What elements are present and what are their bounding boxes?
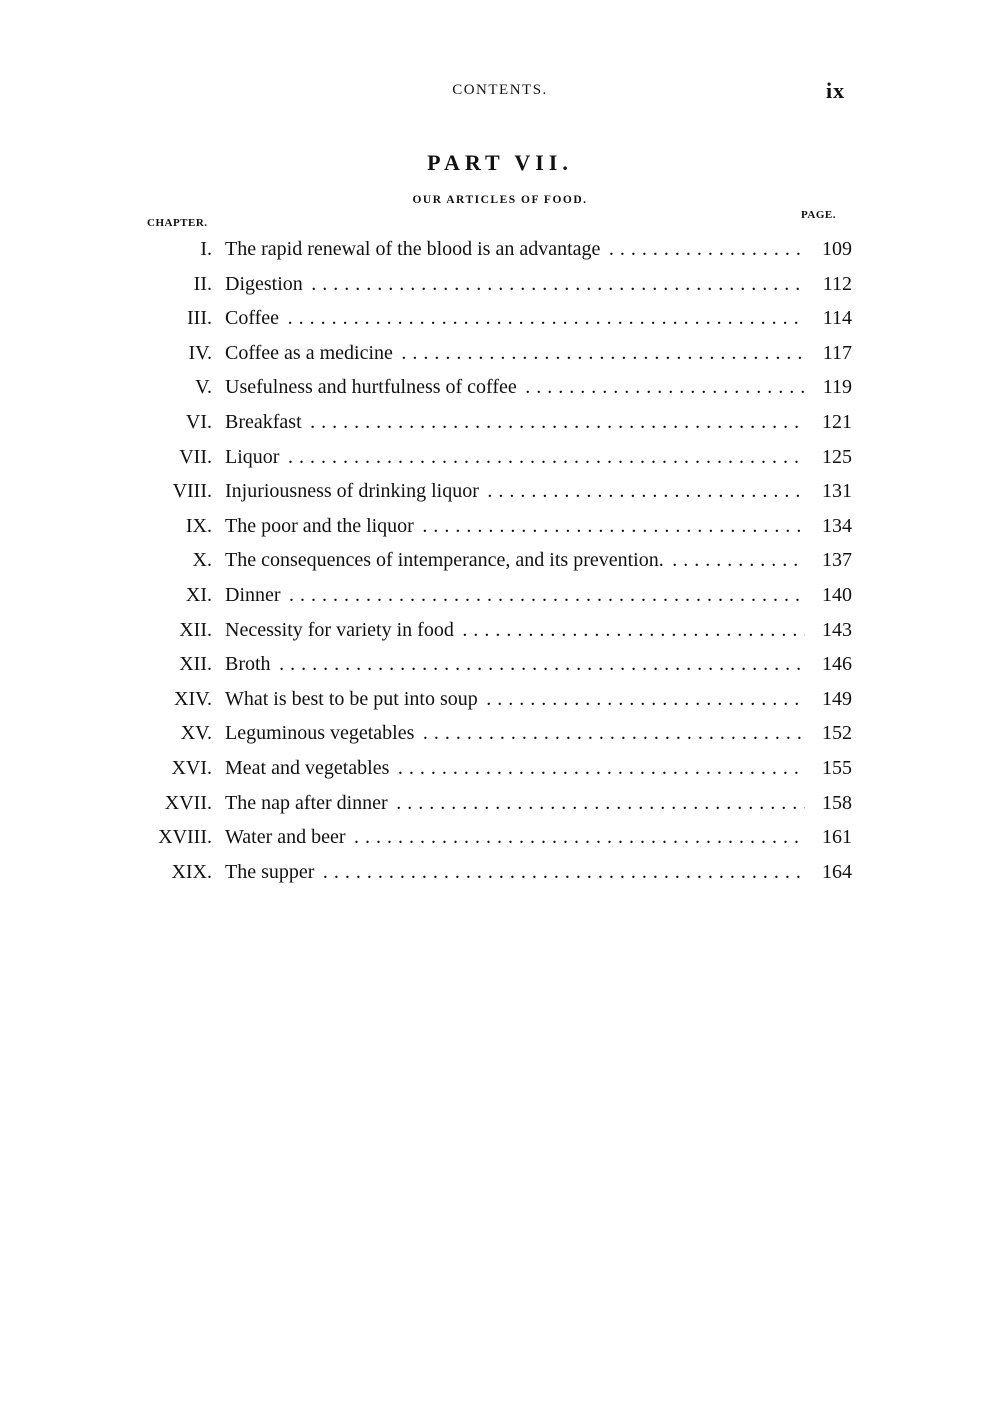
- page-ref: 158: [822, 791, 852, 814]
- chapter-title: The rapid renewal of the blood is an advantage: [225, 238, 603, 260]
- toc-entry: [0, 232, 1000, 267]
- running-head: [0, 80, 1000, 104]
- chapter-title: Usefulness and hurtfulness of coffee: [225, 376, 520, 398]
- toc-entry: [0, 474, 1000, 509]
- chapter-number: V.: [195, 376, 212, 399]
- page-ref: 164: [822, 860, 852, 883]
- toc-entry: [0, 370, 1000, 405]
- chapter-title-leader: [225, 786, 805, 821]
- chapter-title-leader: [225, 301, 805, 336]
- chapter-title-leader: [225, 751, 805, 786]
- chapter-number: XII.: [179, 618, 212, 641]
- page-ref: 125: [822, 445, 852, 468]
- toc-entry: [0, 751, 1000, 786]
- toc-entry: [0, 855, 1000, 890]
- chapter-title: Necessity for variety in food: [225, 619, 457, 641]
- running-title: CONTENTS.: [452, 82, 548, 98]
- page-ref: 121: [822, 410, 852, 433]
- page-number: ix: [826, 78, 846, 103]
- chapter-number: II.: [193, 272, 212, 295]
- toc-entry: [0, 267, 1000, 302]
- chapter-title: The consequences of intemperance, and its prevention.: [225, 549, 667, 571]
- chapter-title-leader: [225, 232, 805, 267]
- chapter-number: XI.: [185, 583, 212, 606]
- chapter-number: VIII.: [172, 480, 212, 503]
- chapter-column-heading: CHAPTER.: [147, 217, 208, 229]
- chapter-title: Dinner: [225, 584, 284, 606]
- chapter-title: Injuriousness of drinking liquor: [225, 480, 482, 502]
- part-subtitle: OUR ARTICLES OF FOOD.: [412, 194, 588, 206]
- chapter-title: Water and beer: [225, 826, 349, 848]
- chapter-title-leader: [225, 509, 805, 544]
- toc-entry: [0, 716, 1000, 751]
- part-title: PART VII.: [427, 150, 573, 175]
- chapter-number: X.: [192, 549, 212, 572]
- table-of-contents: [0, 232, 1000, 889]
- page-ref: 137: [822, 549, 852, 572]
- chapter-number: XIV.: [174, 687, 212, 710]
- page-ref: 161: [822, 826, 852, 849]
- toc-entry: [0, 820, 1000, 855]
- page-ref: 149: [822, 687, 852, 710]
- chapter-title: Digestion: [225, 273, 306, 295]
- page-ref: 117: [822, 341, 852, 364]
- page-ref: 143: [822, 618, 852, 641]
- toc-entry: [0, 786, 1000, 821]
- toc-entry: [0, 578, 1000, 613]
- chapter-title: Coffee: [225, 307, 282, 329]
- chapter-title: What is best to be put into soup: [225, 688, 481, 710]
- toc-entry: [0, 440, 1000, 475]
- chapter-title-leader: [225, 820, 805, 855]
- chapter-title-leader: [225, 682, 805, 717]
- toc-entry: [0, 301, 1000, 336]
- chapter-title-leader: [225, 543, 805, 578]
- toc-entry: [0, 509, 1000, 544]
- chapter-title: Liquor: [225, 446, 282, 468]
- chapter-number: IV.: [188, 341, 212, 364]
- chapter-title-leader: [225, 716, 805, 751]
- page-ref: 155: [822, 756, 852, 779]
- chapter-title-leader: [225, 855, 805, 890]
- chapter-title: Meat and vegetables: [225, 757, 392, 779]
- chapter-number: III.: [187, 307, 212, 330]
- chapter-title-leader: [225, 405, 805, 440]
- chapter-title: Coffee as a medicine: [225, 342, 396, 364]
- toc-entry: [0, 405, 1000, 440]
- chapter-title-leader: [225, 647, 805, 682]
- page-ref: 109: [822, 238, 852, 260]
- page-ref: 134: [822, 514, 852, 537]
- chapter-number: XIX.: [171, 860, 212, 883]
- page-ref: 152: [822, 722, 852, 745]
- chapter-number: XVI.: [171, 756, 212, 779]
- page-ref: 140: [822, 583, 852, 606]
- page-ref: 114: [822, 307, 852, 330]
- toc-entry: [0, 682, 1000, 717]
- toc-entry: [0, 336, 1000, 371]
- chapter-number: XV.: [180, 722, 212, 745]
- chapter-title-leader: [225, 370, 805, 405]
- chapter-number: VI.: [185, 410, 212, 433]
- page-column-heading: PAGE.: [801, 209, 836, 221]
- page-ref: 131: [822, 480, 852, 503]
- chapter-title: Leguminous vegetables: [225, 722, 417, 744]
- chapter-number: XII.: [179, 653, 212, 676]
- toc-entry: [0, 543, 1000, 578]
- chapter-title-leader: [225, 267, 805, 302]
- chapter-title: The supper: [225, 861, 317, 883]
- chapter-number: VII.: [179, 445, 212, 468]
- chapter-title-leader: [225, 474, 805, 509]
- toc-entry: [0, 613, 1000, 648]
- page-ref: 119: [822, 376, 852, 399]
- chapter-number: I.: [200, 238, 212, 260]
- chapter-title: The nap after dinner: [225, 792, 391, 814]
- chapter-title: Breakfast: [225, 411, 305, 433]
- chapter-number: XVII.: [164, 791, 212, 814]
- toc-entry: [0, 647, 1000, 682]
- chapter-title-leader: [225, 613, 805, 648]
- chapter-number: XVIII.: [158, 826, 212, 849]
- chapter-title-leader: [225, 440, 805, 475]
- chapter-title-leader: [225, 578, 805, 613]
- page-ref: 146: [822, 653, 852, 676]
- chapter-title: Broth: [225, 653, 274, 675]
- chapter-number: IX.: [185, 514, 212, 537]
- chapter-title-leader: [225, 336, 805, 371]
- page-ref: 112: [822, 272, 852, 295]
- chapter-title: The poor and the liquor: [225, 515, 417, 537]
